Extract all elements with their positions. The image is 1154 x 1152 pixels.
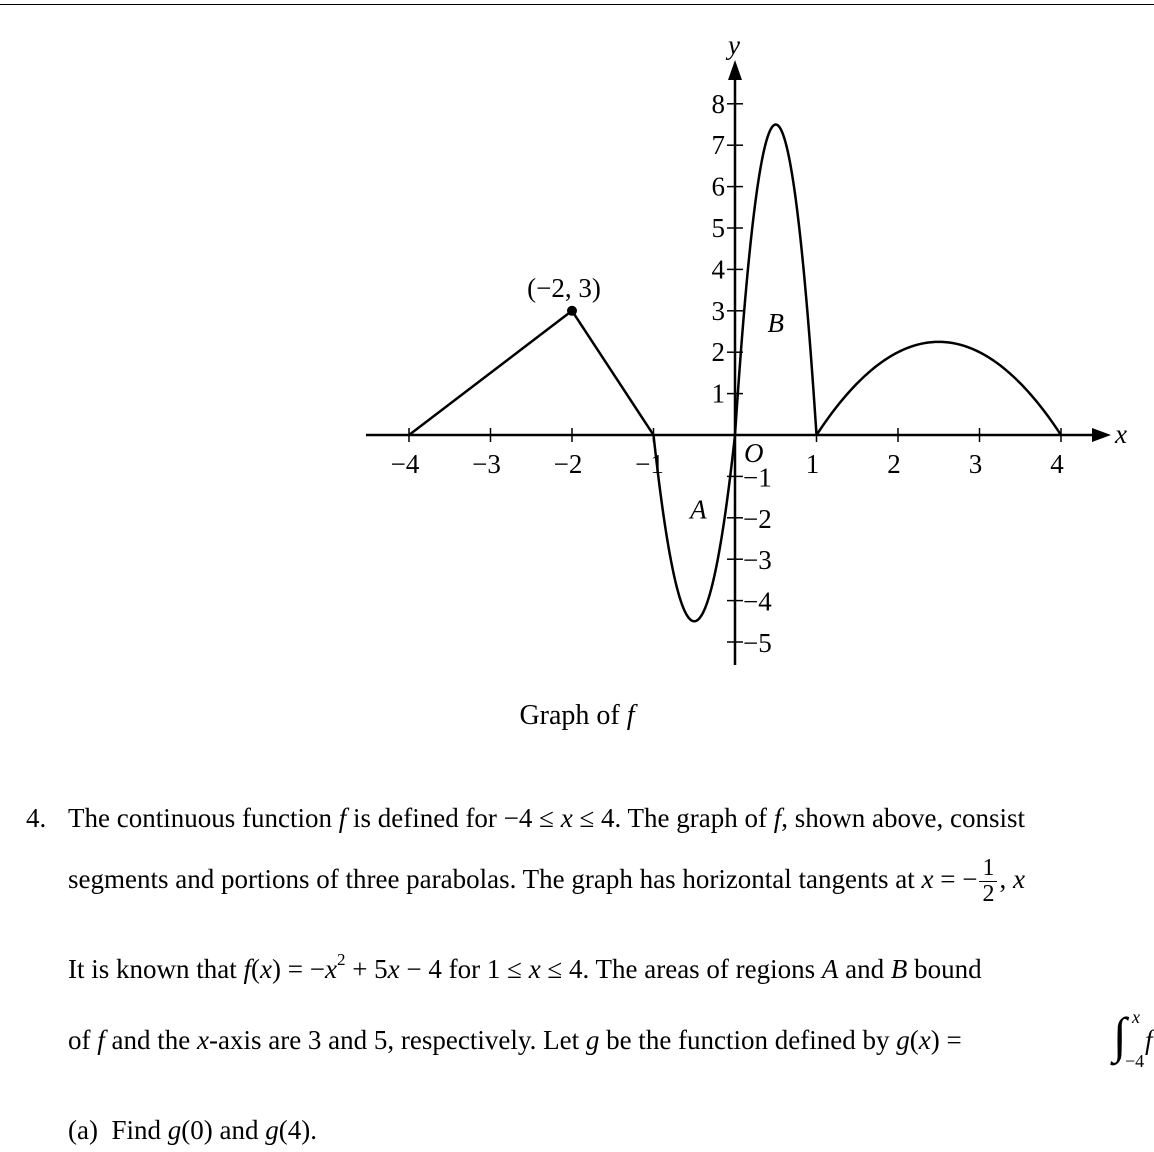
text: -axis are 3 and 5, respectively. Let [208,1025,586,1055]
y-tick-label: −3 [743,545,772,576]
fraction-one-half [979,856,997,907]
text: , shown above, consist [781,803,1025,833]
text: bound [907,954,982,984]
text: and [838,954,891,984]
region-a: A [821,954,839,984]
curve-parabola-3 [817,342,1062,435]
caption-text: Graph of [519,700,620,731]
y-tick-label: −5 [743,628,772,658]
y-tick-label: −1 [743,462,772,493]
curve-segment-1 [409,311,572,435]
graph-caption [0,700,1154,732]
x-tick-label: 2 [887,449,901,479]
caption-f: f [626,700,635,731]
curve-segment-2 [572,311,654,435]
y-tick-label: 8 [711,88,725,119]
curve-parabola-B [735,125,817,436]
integral-sign: ∫ [1113,1007,1127,1063]
y-tick-label: 4 [711,254,725,285]
text: (4). [278,1115,317,1145]
region-b: B [890,954,908,984]
text: segments and portions of three parabolas. The graph has horizontal tangents at [68,863,922,894]
x-tick-label: 4 [1050,449,1064,479]
text: of [68,1025,98,1055]
region-label: B [767,308,784,339]
text: be the function defined by [599,1025,897,1055]
math-x: x [324,954,337,984]
x-tick-label: 1 [805,449,820,479]
math-g: g [167,1115,182,1145]
y-tick-label: 6 [711,171,725,202]
x-tick-label: −4 [390,449,420,479]
text: It is known that [68,954,244,984]
integral-upper-limit: x [1132,1007,1140,1027]
math-x: x [528,954,541,984]
y-tick-label: 3 [711,295,725,326]
math-x: x [921,863,934,894]
point-label: (−2, 3) [527,272,601,303]
curve-parabola-A [654,435,736,621]
text: ) = − [272,954,325,984]
math-f: f [97,1025,105,1055]
text: ( [251,954,261,984]
y-axis-label: y [728,30,740,60]
x-axis-label: x [1115,419,1127,449]
integrand-f: f [1145,1025,1153,1055]
x-axis-arrow [1092,428,1111,442]
problem-number: 4. [26,803,47,833]
x-tick-label: −1 [635,449,664,479]
text: ≤ 4. The areas of regions [540,954,822,984]
y-ticks [712,89,773,658]
text: is defined for −4 ≤ [346,803,561,833]
integral-lower-limit: −4 [1125,1051,1145,1071]
math-f: f [773,803,782,833]
math-x: x [387,954,400,984]
problem-line-3 [68,950,982,984]
part-label: (a) [68,1115,98,1145]
point-marker [567,306,577,316]
math-g: g [585,1025,600,1055]
text: = − [933,863,978,894]
region-label: A [690,494,707,525]
origin-label: O [744,438,764,468]
math-x: x [560,803,573,833]
text: ( [909,1025,919,1055]
part-a [68,1117,317,1144]
exponent: 2 [336,950,346,969]
y-tick-label: −2 [743,503,772,534]
text: The continuous function [68,803,339,833]
problem-line-2 [68,856,1025,907]
y-tick-label: 5 [711,213,725,243]
math-x: x [197,1025,209,1055]
denominator: 2 [982,881,995,908]
text: , [999,863,1013,894]
text: ) = [930,1025,962,1055]
text: ≤ 4. The graph of [572,803,774,833]
math-f: f [243,954,252,984]
y-tick-label: −4 [743,586,772,617]
x-tick-label: −2 [553,449,583,479]
math-g: g [896,1025,910,1055]
problem-line-4 [68,1027,962,1054]
text: and the [104,1025,197,1055]
y-tick-label: 7 [711,130,725,161]
y-tick-label: 2 [711,337,725,368]
math-x: x [260,954,272,984]
y-axis-arrow [728,60,742,80]
math-g: g [265,1115,279,1145]
math-x: x [1012,863,1025,894]
numerator: 1 [979,856,997,882]
text: (0) and [181,1115,266,1145]
y-tick-label: 1 [711,378,725,409]
math-f: f [338,803,347,833]
problem-line-1 [68,805,1025,832]
text: + 5 [345,954,388,984]
text: − 4 for 1 ≤ [399,954,529,984]
x-tick-label: −3 [472,449,501,479]
math-x: x [918,1025,931,1055]
text: Find [111,1115,168,1145]
x-tick-label: 3 [968,449,983,479]
